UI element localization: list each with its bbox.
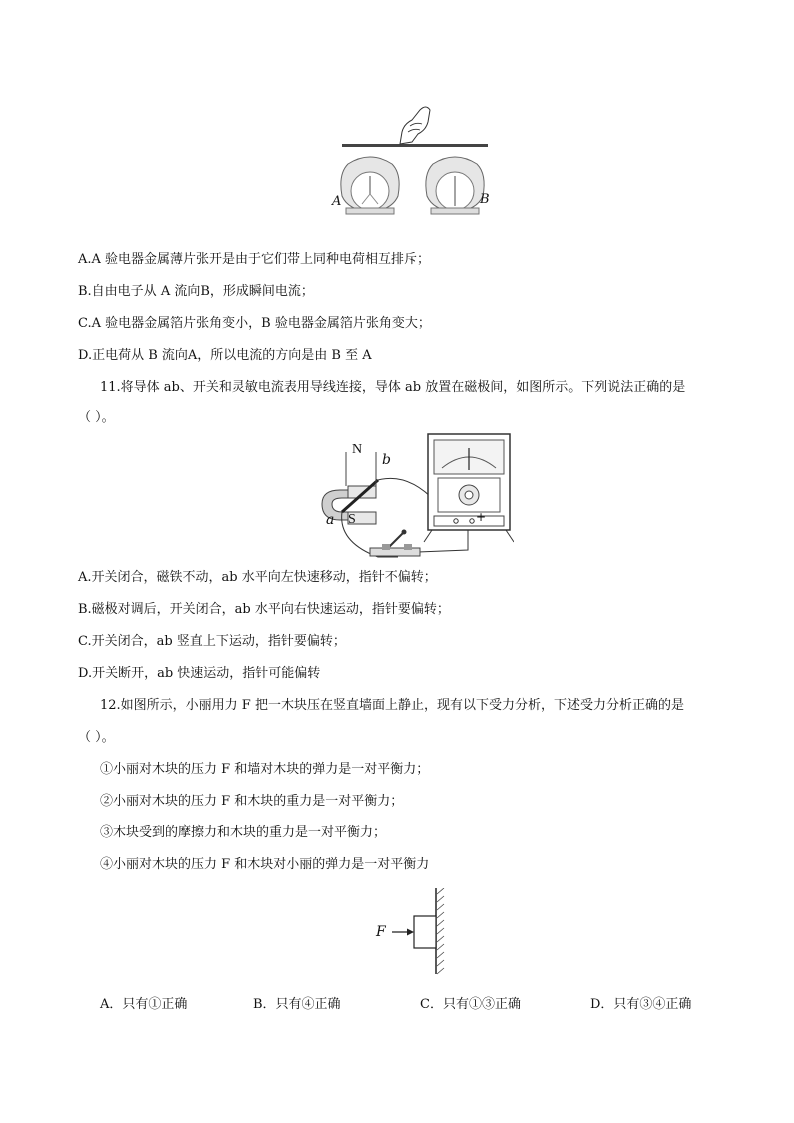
force-label: F xyxy=(376,924,386,940)
electroscope-a xyxy=(341,157,399,214)
label-a: A xyxy=(332,194,342,209)
label-a-conductor: a xyxy=(326,512,335,528)
meter-plus: + xyxy=(476,510,487,524)
label-b-conductor: b xyxy=(382,452,391,468)
electroscope-b xyxy=(426,157,484,214)
q11-option-c: C.开关闭合，ab 竖直上下运动，指针要偏转； xyxy=(78,634,346,649)
wooden-block xyxy=(414,916,436,948)
q12-statement-3: ③木块受到的摩擦力和木块的重力是一对平衡力； xyxy=(100,825,387,840)
block-wall-figure xyxy=(372,888,452,976)
q12-choice-a: A．只有①正确 xyxy=(100,997,188,1012)
q12-choice-d: D．只有③④正确 xyxy=(590,997,692,1012)
q10-option-a: A.A 验电器金属薄片张开是由于它们带上同种电荷相互排斥； xyxy=(78,252,431,267)
metal-rod xyxy=(342,144,488,147)
q12-stem: 12.如图所示，小丽用力 F 把一木块压在竖直墙面上静止，现有以下受力分析，下述受力分析正确的是 xyxy=(100,698,684,713)
label-b: B xyxy=(480,192,490,207)
electroscope-figure xyxy=(330,96,500,216)
induction-figure xyxy=(318,432,514,567)
q12-choice-b: B．只有④正确 xyxy=(253,997,341,1012)
galvanometer-icon xyxy=(424,434,514,542)
q12-statement-1: ①小丽对木块的压力 F 和墙对木块的弹力是一对平衡力； xyxy=(100,762,430,777)
label-n: N xyxy=(352,442,363,457)
q12-statement-2: ②小丽对木块的压力 F 和木块的重力是一对平衡力； xyxy=(100,794,404,809)
hand-icon xyxy=(400,107,430,144)
q12-choice-c: C．只有①③正确 xyxy=(420,997,521,1012)
q11-option-d: D.开关断开，ab 快速运动，指针可能偏转 xyxy=(78,666,321,681)
q11-option-a: A.开关闭合，磁铁不动，ab 水平向左快速移动，指针不偏转； xyxy=(78,570,437,585)
switch-icon xyxy=(370,530,420,557)
q11-option-b: B.磁极对调后，开关闭合，ab 水平向右快速运动，指针要偏转； xyxy=(78,602,450,617)
q12-stem-cont: （ ）。 xyxy=(78,730,115,745)
q10-option-c: C.A 验电器金属箔片张角变小，B 验电器金属箔片张角变大； xyxy=(78,316,431,331)
q11-stem: 11.将导体 ab、开关和灵敏电流表用导线连接，导体 ab 放置在磁极间，如图所示。下列说法正确的是 xyxy=(100,380,686,395)
q11-stem-cont: （ ）。 xyxy=(78,410,115,425)
label-s: S xyxy=(348,512,356,527)
q10-option-d: D.正电荷从 B 流向A，所以电流的方向是由 B 至 A xyxy=(78,348,372,363)
q10-option-b: B.自由电子从 A 流向B，形成瞬间电流； xyxy=(78,284,314,299)
q12-statement-4: ④小丽对木块的压力 F 和木块对小丽的弹力是一对平衡力 xyxy=(100,857,430,872)
